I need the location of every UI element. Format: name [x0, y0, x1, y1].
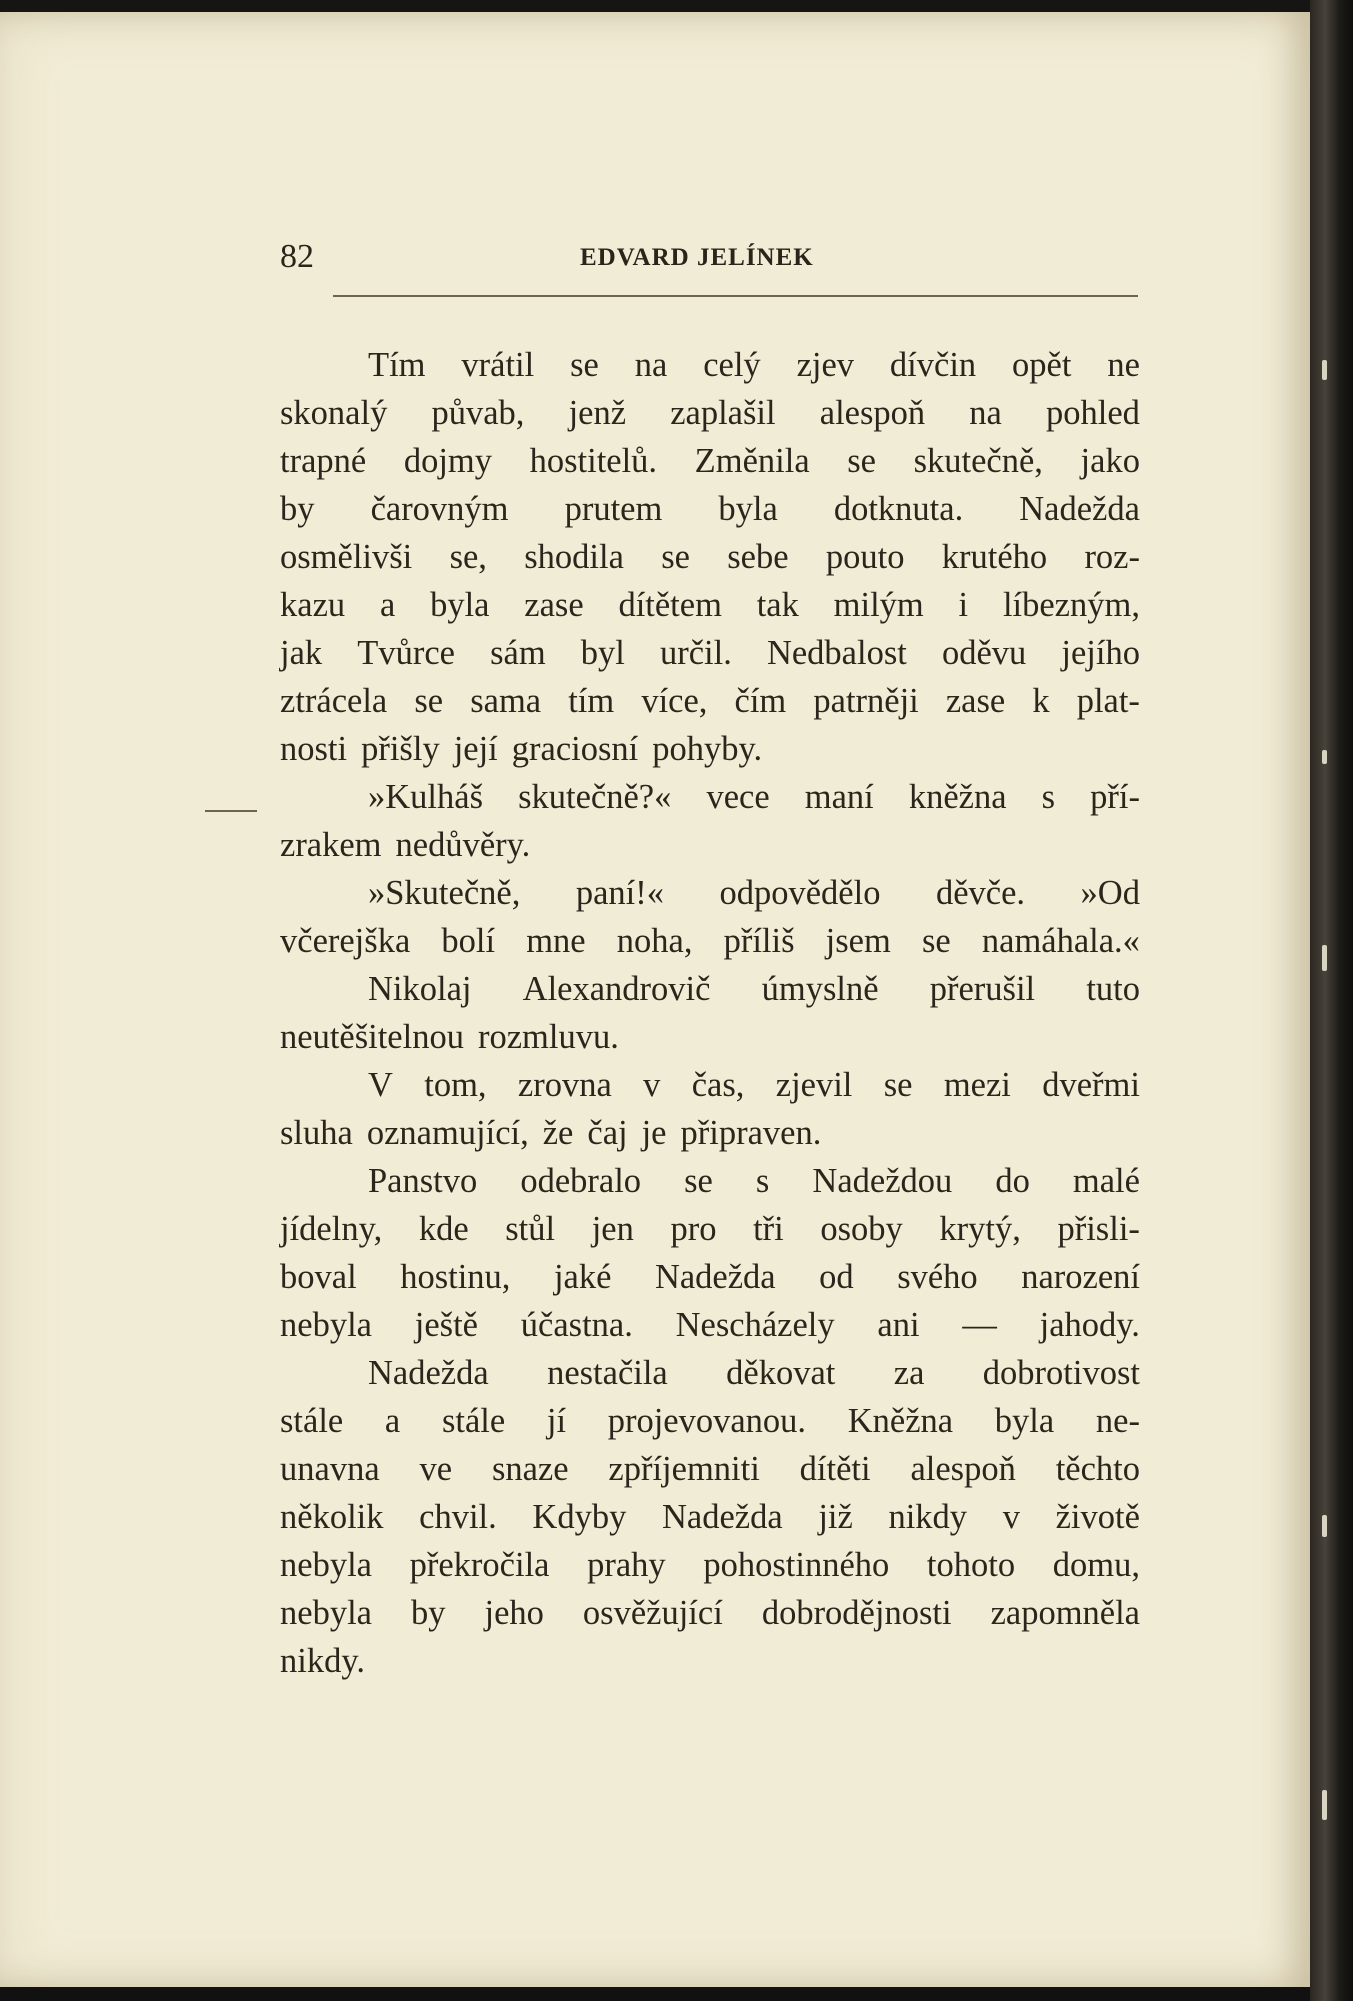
- word: roz-: [1084, 538, 1140, 576]
- word: oděvu: [941, 634, 1027, 672]
- word: nebyla: [280, 1306, 372, 1344]
- word: včerejška: [280, 922, 411, 960]
- text-line: [280, 1637, 1140, 1685]
- word: se: [921, 922, 951, 960]
- word: stále: [280, 1402, 344, 1440]
- word: sama: [470, 682, 542, 720]
- word: nebyla: [280, 1546, 372, 1584]
- word: Nadežda: [661, 1498, 783, 1536]
- word: stůl: [505, 1210, 556, 1248]
- word: byl: [580, 634, 625, 672]
- word: od: [819, 1258, 854, 1296]
- word: již: [818, 1498, 853, 1536]
- word: pohyby.: [652, 730, 763, 768]
- word: jí: [546, 1402, 567, 1440]
- word: s: [755, 1162, 770, 1200]
- word: Kdyby: [532, 1498, 627, 1536]
- word: skutečně?«: [518, 778, 672, 816]
- word: sebe: [727, 538, 789, 576]
- body-text: [280, 341, 1140, 1685]
- text-line: [280, 533, 1140, 581]
- word: a: [384, 1402, 401, 1440]
- text-line: [280, 437, 1140, 485]
- word: »Kulháš: [368, 778, 483, 816]
- text-line: [280, 725, 1140, 773]
- word: jen: [591, 1210, 634, 1248]
- word: krytý,: [939, 1210, 1021, 1248]
- running-head: EDVARD JELÍNEK: [580, 244, 814, 271]
- text-line: [280, 1205, 1140, 1253]
- text-line: [280, 1061, 1140, 1109]
- word: v: [1002, 1498, 1020, 1536]
- word: pouto: [825, 538, 905, 576]
- word: dveřmi: [1042, 1066, 1140, 1104]
- word: půvab,: [431, 394, 525, 432]
- word: Změnila: [694, 442, 810, 480]
- binding-fleck: [1322, 360, 1327, 380]
- word: shodila: [524, 538, 624, 576]
- word: v: [643, 1066, 661, 1104]
- page-number: 82: [280, 238, 314, 275]
- word: čarovným: [370, 490, 509, 528]
- text-line: [280, 389, 1140, 437]
- word: alespoň: [819, 394, 926, 432]
- word: kazu: [280, 586, 346, 624]
- word: zjevil: [775, 1066, 853, 1104]
- text-line: [280, 1013, 1140, 1061]
- word: osvěžující: [582, 1594, 723, 1632]
- word: oznamující,: [366, 1114, 529, 1152]
- word: stále: [441, 1402, 506, 1440]
- word: tím: [568, 682, 615, 720]
- word: její: [453, 730, 498, 768]
- word: jak: [280, 634, 323, 672]
- word: několik: [280, 1498, 384, 1536]
- word: čas,: [691, 1066, 745, 1104]
- word: odpovědělo: [719, 874, 881, 912]
- text-line: [280, 1157, 1140, 1205]
- word: Tvůrce: [357, 634, 455, 672]
- word: nikdy.: [280, 1642, 365, 1680]
- word: že: [542, 1114, 574, 1152]
- word: zrakem: [280, 826, 382, 864]
- word: přerušil: [929, 970, 1036, 1008]
- word: nedůvěry.: [395, 826, 531, 864]
- binding-fleck: [1322, 1790, 1327, 1820]
- word: děvče.: [935, 874, 1026, 912]
- word: ani: [877, 1306, 920, 1344]
- word: ztrácela: [280, 682, 388, 720]
- text-line: [280, 1301, 1140, 1349]
- word: ne: [1107, 346, 1140, 384]
- word: tom,: [424, 1066, 487, 1104]
- word: malé: [1072, 1162, 1140, 1200]
- text-line: [280, 1589, 1140, 1637]
- word: líbezným,: [1002, 586, 1140, 624]
- word: krutého: [941, 538, 1048, 576]
- word: —: [962, 1306, 997, 1344]
- word: vece: [706, 778, 770, 816]
- word: dojmy: [403, 442, 492, 480]
- word: Alexandrovič: [522, 970, 711, 1008]
- text-line: [280, 485, 1140, 533]
- word: sluha: [280, 1114, 353, 1152]
- text-line: [280, 341, 1140, 389]
- word: Nadežda: [1019, 490, 1140, 528]
- word: nestačila: [547, 1354, 668, 1392]
- word: dítěti: [799, 1450, 871, 1488]
- word: jahody.: [1039, 1306, 1140, 1344]
- text-line: [280, 773, 1140, 821]
- word: účastna.: [520, 1306, 633, 1344]
- word: hostinu,: [400, 1258, 511, 1296]
- word: pří-: [1090, 778, 1140, 816]
- word: Nedbalost: [766, 634, 907, 672]
- word: by: [410, 1594, 446, 1632]
- word: sám: [490, 634, 546, 672]
- word: neutěšitelnou: [280, 1018, 464, 1056]
- word: plat-: [1076, 682, 1140, 720]
- word: osoby: [820, 1210, 903, 1248]
- scan-bottom-edge: [0, 1987, 1310, 2001]
- word: celý: [703, 346, 761, 384]
- word: zase: [945, 682, 1006, 720]
- binding-fleck: [1322, 1515, 1327, 1537]
- binding-fleck: [1322, 945, 1327, 971]
- margin-mark: [205, 810, 257, 812]
- word: snaze: [491, 1450, 569, 1488]
- text-line: [280, 821, 1140, 869]
- word: čaj: [587, 1114, 628, 1152]
- word: s: [1041, 778, 1056, 816]
- word: jídelny,: [280, 1210, 383, 1248]
- word: na: [969, 394, 1002, 432]
- word: Nadežda: [368, 1354, 489, 1392]
- word: milým: [833, 586, 924, 624]
- word: tak: [756, 586, 799, 624]
- word: chvil.: [419, 1498, 497, 1536]
- word: překročila: [409, 1546, 550, 1584]
- text-line: [280, 1109, 1140, 1157]
- word: domu,: [1052, 1546, 1140, 1584]
- word: za: [893, 1354, 925, 1392]
- word: se: [847, 442, 876, 480]
- word: děkovat: [726, 1354, 836, 1392]
- word: boval: [280, 1258, 357, 1296]
- word: dobrodějnosti: [761, 1594, 952, 1632]
- text-line: [280, 677, 1140, 725]
- word: do: [995, 1162, 1030, 1200]
- word: dítětem: [618, 586, 722, 624]
- word: na: [634, 346, 668, 384]
- text-line: [280, 1253, 1140, 1301]
- word: jsem: [825, 922, 891, 960]
- word: jenž: [568, 394, 627, 432]
- word: zjev: [796, 346, 855, 384]
- word: namáhala.«: [981, 922, 1140, 960]
- word: ještě: [414, 1306, 478, 1344]
- word: zapomněla: [990, 1594, 1140, 1632]
- word: ve: [419, 1450, 453, 1488]
- word: Nadeždou: [812, 1162, 953, 1200]
- text-line: [280, 917, 1140, 965]
- word: se,: [449, 538, 487, 576]
- word: bolí: [441, 922, 496, 960]
- word: Nikolaj: [368, 970, 472, 1008]
- word: těchto: [1055, 1450, 1140, 1488]
- book-binding-edge: [1310, 0, 1353, 2001]
- word: tohoto: [926, 1546, 1016, 1584]
- word: nebyla: [280, 1594, 372, 1632]
- word: příliš: [723, 922, 795, 960]
- page-header: [280, 238, 1136, 284]
- word: prahy: [587, 1546, 666, 1584]
- word: přisli-: [1057, 1210, 1140, 1248]
- word: opět: [1012, 346, 1072, 384]
- word: Kněžna: [847, 1402, 954, 1440]
- word: Nadežda: [654, 1258, 776, 1296]
- word: zpříjemniti: [608, 1450, 760, 1488]
- word: pro: [670, 1210, 717, 1248]
- word: k: [1032, 682, 1050, 720]
- text-line: [280, 1349, 1140, 1397]
- word: se: [684, 1162, 713, 1200]
- word: určil.: [659, 634, 732, 672]
- word: odebralo: [520, 1162, 642, 1200]
- word: přišly: [361, 730, 440, 768]
- word: jeho: [484, 1594, 544, 1632]
- word: projevovanou.: [607, 1402, 807, 1440]
- word: nosti: [280, 730, 348, 768]
- word: rozmluvu.: [477, 1018, 619, 1056]
- word: a: [379, 586, 396, 624]
- word: pohostinného: [703, 1546, 890, 1584]
- word: »Od: [1080, 874, 1140, 912]
- word: osmělivši: [280, 538, 413, 576]
- word: dobrotivost: [982, 1354, 1140, 1392]
- word: graciosní: [511, 730, 639, 768]
- word: životě: [1055, 1498, 1140, 1536]
- word: ne-: [1095, 1402, 1140, 1440]
- word: byla: [994, 1402, 1055, 1440]
- word: se: [883, 1066, 913, 1104]
- word: byla: [718, 490, 778, 528]
- text-line: [280, 1541, 1140, 1589]
- text-line: [280, 1397, 1140, 1445]
- word: se: [570, 346, 599, 384]
- word: zase: [524, 586, 584, 624]
- word: jejího: [1061, 634, 1140, 672]
- word: dívčin: [889, 346, 977, 384]
- word: mezi: [943, 1066, 1011, 1104]
- word: noha,: [616, 922, 693, 960]
- word: dotknuta.: [833, 490, 964, 528]
- word: pohled: [1046, 394, 1140, 432]
- word: unavna: [280, 1450, 380, 1488]
- word: i: [958, 586, 969, 624]
- word: prutem: [564, 490, 663, 528]
- text-line: [280, 965, 1140, 1013]
- word: hostitelů.: [529, 442, 658, 480]
- word: skutečně,: [913, 442, 1043, 480]
- word: Nescházely: [675, 1306, 835, 1344]
- word: se: [661, 538, 690, 576]
- word: tři: [753, 1210, 784, 1248]
- word: čím: [734, 682, 787, 720]
- word: maní: [804, 778, 874, 816]
- word: patrněji: [813, 682, 919, 720]
- word: narození: [1021, 1258, 1140, 1296]
- binding-fleck: [1322, 750, 1327, 764]
- text-line: [280, 581, 1140, 629]
- word: mne: [526, 922, 586, 960]
- word: kde: [418, 1210, 469, 1248]
- word: jaké: [553, 1258, 612, 1296]
- word: připraven.: [680, 1114, 822, 1152]
- word: by: [280, 490, 315, 528]
- word: Tím: [368, 346, 426, 384]
- word: jako: [1080, 442, 1140, 480]
- text-line: [280, 629, 1140, 677]
- word: je: [641, 1114, 667, 1152]
- word: zaplašil: [670, 394, 776, 432]
- word: paní!«: [575, 874, 664, 912]
- word: vrátil: [461, 346, 535, 384]
- word: svého: [897, 1258, 978, 1296]
- word: »Skutečně,: [368, 874, 521, 912]
- word: trapné: [280, 442, 367, 480]
- text-line: [280, 1493, 1140, 1541]
- word: se: [414, 682, 444, 720]
- text-line: [280, 1445, 1140, 1493]
- text-line: [280, 869, 1140, 917]
- word: více,: [641, 682, 708, 720]
- word: úmyslně: [761, 970, 879, 1008]
- word: nikdy: [888, 1498, 968, 1536]
- word: tuto: [1086, 970, 1140, 1008]
- word: byla: [430, 586, 490, 624]
- word: kněžna: [908, 778, 1007, 816]
- word: skonalý: [280, 394, 388, 432]
- word: zrovna: [517, 1066, 612, 1104]
- word: V: [368, 1066, 393, 1104]
- header-rule: [333, 295, 1138, 297]
- word: Panstvo: [368, 1162, 478, 1200]
- word: alespoň: [910, 1450, 1016, 1488]
